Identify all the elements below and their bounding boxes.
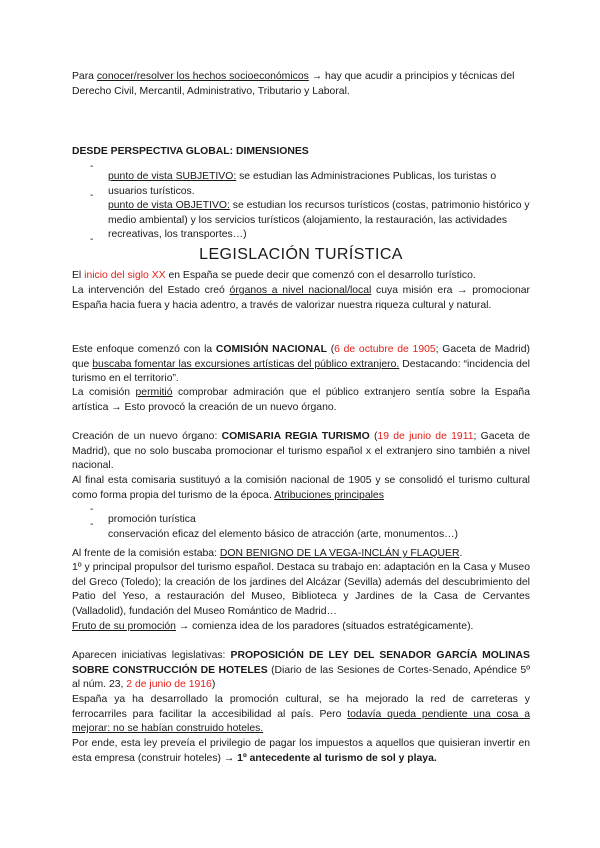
paragraph-10 [72,649,530,693]
underlined-text: Fruto de su promoción [72,621,176,632]
text: Aparecen iniciativas legislativas: [72,650,231,661]
paragraph-9 [72,620,530,635]
text: ( [326,344,335,355]
text: Al frente de la comisión estaba: [72,548,220,559]
paragraph-6 [72,474,530,503]
text: . [459,548,463,559]
text: → comienza idea de los paradores (situados estratégicamente). [175,621,474,632]
bold-text: 1º antecedente al turismo de sol y playa. [237,752,437,764]
bullet-marker: - [90,190,94,201]
dimension-text: se estudian las Administraciones Publicas, los turistas o usuarios turísticos. [108,171,497,197]
text: en España se puede decir que comenzó con el desarrollo turístico. [165,270,476,281]
dimension-label: punto de vista SUBJETIVO: [108,171,237,183]
paragraph-11 [72,693,530,737]
text: (Diario de las Sesiones de Cortes-Senado, Apéndice 5º al núm. 23, [72,664,530,690]
intro-underlined: conocer/resolver los hechos socioeconómicos [96,71,309,82]
dimensions-heading: DESDE PERSPECTIVA GLOBAL: DIMENSIONES [72,146,309,157]
underlined-text: órganos a nivel nacional/local [229,285,372,296]
bullet-marker-empty: - [90,234,94,245]
text: comprobar admiración que el público extranjero sentía sobre la España artística → Esto provocó la creación de un nuevo órgano. [72,387,530,413]
text: Por ende, esta ley preveía el privilegio de pagar los impuestos a aquellos que quisieran invertir en esta empresa (construir hoteles) → [72,738,530,764]
paragraph-8: 1º y principal propulsor del turismo español. Destaca su trabajo en: adaptación en la Casa y Museo del Greco (Toledo); la creación de los jardines del Alcázar (Sevilla) además del descubrimiento del Patio del Yeso, a restauración del Museo, Biblioteca y Jardines de la Casa de Cervantes (Valladolid), fundación del Museo Romántico de Madrid… [72,562,530,617]
text: Este enfoque comenzó con la [72,344,216,355]
text: Creación de un nuevo órgano: [72,431,222,442]
paragraph-2 [72,284,530,313]
underlined-text: todavía queda pendiente una cosa a mejorar: no se habían construido hoteles. [72,708,531,734]
paragraph-7 [72,547,530,562]
text: El [72,270,85,281]
underlined-text: buscaba fomentar las excursiones artísticas del público extranjero. [92,358,400,370]
page-title: LEGISLACIÓN TURÍSTICA [199,246,403,263]
text: cuya misión era → promocionar España hacia fuera y hacia adentro, a través de valorizar nuestra riqueza cultural y natural. [72,285,530,311]
paragraph-12 [72,737,530,766]
highlight-date: 2 de junio de 1916 [126,679,212,690]
text: ; Gaceta de Madrid), que no solo buscaba promocionar el turismo español x el extranjero sino también a nivel nacional. [72,431,530,471]
dimension-item-objective [108,199,530,243]
text: La comisión [72,387,136,398]
paragraph-1 [72,269,530,284]
highlight-date: 19 de junio de 1911 [377,431,474,442]
text: Al final esta comisaria sustituyó a la comisión nacional de 1905 y se consolidó el turismo cultural como forma propia del turismo de la época. [72,475,530,501]
intro-text-end: → hay que acudir a principios y técnicas del Derecho Civil, Mercantil, Administrativo, Tributario y Laboral. [72,71,515,97]
text: ) [211,679,216,690]
intro-text: Para [72,71,97,82]
paragraph-3 [72,343,530,387]
dimension-item-subjective [108,170,530,199]
bold-text: COMISARIA REGIA TURISMO [221,431,370,442]
bullet-marker: - [90,519,94,530]
paragraph-4 [72,386,530,415]
bullet-marker: - [90,161,94,172]
dimension-label: punto de vista OBJETIVO: [108,200,230,212]
text: España ya ha desarrollado la promoción cultural, se ha mejorado la red de carreteras y ferrocarriles para facilitar la accesibilidad al país. Pero [72,694,530,720]
highlight-date: inicio del siglo XX [84,270,166,281]
paragraph-5 [72,430,530,474]
text: Destacando: “incidencia del turismo en el territorio”. [72,358,530,384]
highlight-date: 6 de octubre de 1905 [334,344,436,355]
attribution-item: conservación eficaz del elemento básico de atracción (arte, monumentos…) [108,529,458,541]
text: ; Gaceta de Madrid) que [72,344,530,370]
underlined-text: permitió [135,387,173,398]
bold-text: COMISIÓN NACIONAL [215,344,327,355]
intro-paragraph [72,70,530,99]
text: La intervención del Estado creó [72,285,230,296]
underlined-text: Atribuciones principales [274,489,384,501]
text: ( [369,431,378,442]
bold-text: PROPOSICIÓN DE LEY DEL SENADOR GARCÍA MOLINAS SOBRE CONSTRUCCIÓN DE HOTELES [72,650,530,676]
dimension-text: se estudian los recursos turísticos (costas, patrimonio histórico y medio ambiental) y los servicios turísticos (alojamiento, la restauración, las actividades recreativas, los transportes…) [108,200,530,241]
attribution-item: promoción turística [108,514,196,526]
underlined-text: DON BENIGNO DE LA VEGA-INCLÁN y FLAQUER [219,548,460,559]
bullet-marker: - [90,504,94,515]
